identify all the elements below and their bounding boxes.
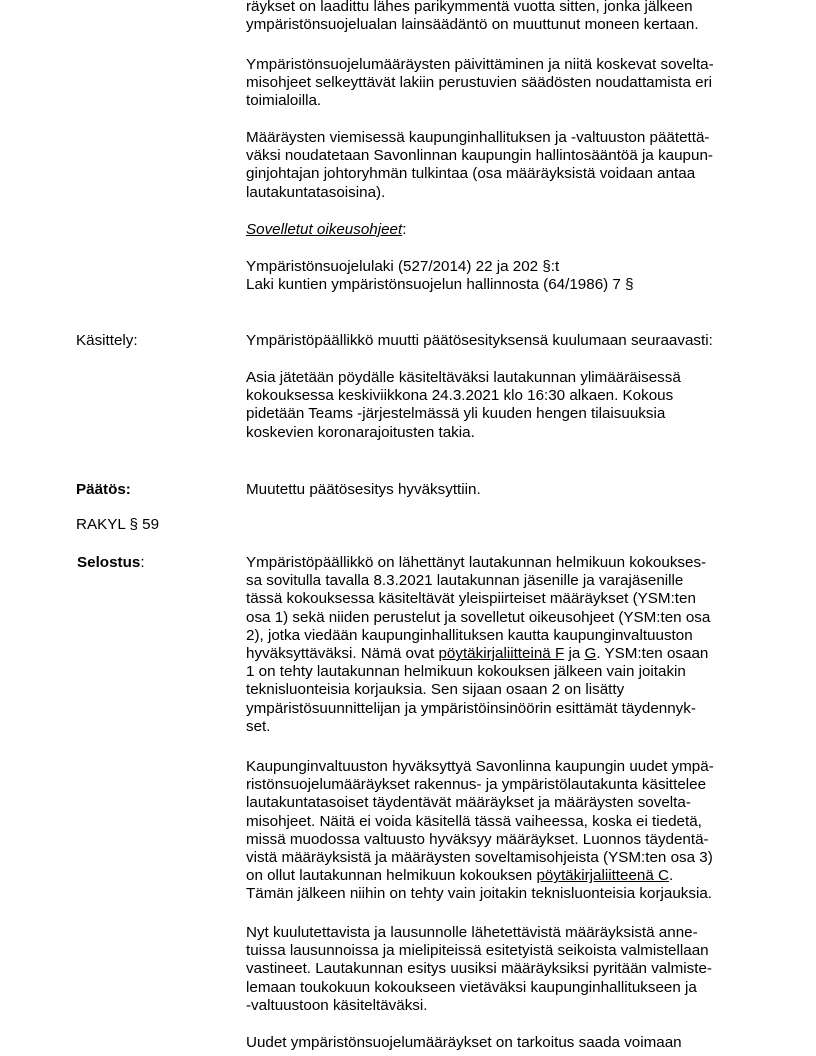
attachment-g-link[interactable]: G [584,645,597,663]
selostus-p1-part-c: . YSM:ten osaan 1 on tehty lautakunnan helmikuun kokouksen jälkeen vain joitakin teknisluonteisia korjauksia. Sen sijaan osaan 2 on lisätty ympäristösuunnittelijan ja ympäristöinsinöörin esittämät täydennyk- set. [246,645,709,735]
paatos-label [76,481,241,499]
attachment-c-link[interactable]: pöytäkirjaliitteenä C [536,867,669,885]
selostus-paragraph-4-text: Uudet ympäristönsuojelumääräykset on tarkoitus saada voimaan [246,1034,682,1051]
selostus-paragraph-1 [246,554,746,736]
intro-paragraph-1 [246,0,746,34]
section-reference [76,516,241,534]
selostus-paragraph-4 [246,1034,746,1052]
section-reference-text: RAKYL § 59 [76,516,160,533]
selostus-label-colon: : [140,554,145,571]
selostus-label [77,554,242,572]
intro-paragraph-2-text: Ympäristönsuojelumääräysten päivittäminen ja niitä koskevat sovelta- misohjeet selkeyttävät lakiin perustuvien säädösten noudattamista eri toimialoilla. [246,56,714,110]
intro-paragraph-3 [246,129,746,202]
selostus-p1-part-b: ja [564,645,585,663]
paatos-decision [246,481,746,499]
kasittely-label [76,332,241,350]
selostus-p2-part-b: . Tämän jälkeen niihin on tehty vain joitakin teknisluonteisia korjauksia. [246,867,713,903]
intro-paragraph-1-text: räykset on laadittu lähes parikymmentä vuotta sitten, jonka jälkeen ympäristönsuojelualan lainsäädäntö on muuttunut moneen kertaan. [246,0,699,34]
legal-heading-colon: : [402,221,407,238]
attachment-f-link[interactable]: pöytäkirjaliitteinä F [438,645,565,663]
paatos-decision-text: Muutettu päätösesitys hyväksyttiin. [246,481,481,498]
selostus-label-text: Selostus [77,554,141,571]
selostus-p2-part-a: Kaupunginvaltuuston hyväksyttyä Savonlinna kaupungin uudet ympä- ristönsuojelumääräykset rakennus- ja ympäristölautakunta käsittelee lautakuntatasoiset täydentävät määräykset ja määräysten sovelta- misohjeet. Näitä ei voida käsitellä tässä vaiheessa, koska ei tiedetä, missä muodossa valtuusto hyväksyy määräykset. Luonnos täydentä- vistä määräyksistä ja määräysten soveltamisohjeista (YSM:ten osa 3) on ollut lautakunnan helmikuun kokouksen [246,758,714,885]
legal-references [246,258,746,294]
paatos-label-text: Päätös: [76,481,131,498]
selostus-paragraph-3-text: Nyt kuulutettavista ja lausunnolle lähetettävistä määräyksistä anne- tuissa lausunnoissa ja mielipiteissä esitetyistä seikoista valmistellaan vastineet. Lautakunnan esitys uusiksi määräyksiksi pyritään valmiste- lemaan toukokuun kokoukseen vietäväksi kaupunginhallitukseen ja -valtuustoon käsiteltäväksi. [246,924,712,1014]
intro-paragraph-2 [246,56,746,111]
intro-paragraph-3-text: Määräysten viemisessä kaupunginhallituksen ja -valtuuston päätettä- väksi noudatetaan Savonlinnan kaupungin hallintosääntöä ja kaupun- ginjohtajan johtoryhmän tulkintaa (osa määräyksistä voidaan antaa lautakuntatasoisina). [246,129,713,201]
kasittely-paragraph-2-text: Asia jätetään pöydälle käsiteltäväksi lautakunnan ylimääräisessä kokouksessa keskiviikkona 24.3.2021 klo 16:30 alkaen. Kokous pidetään Teams -järjestelmässä yli kuuden hengen tilaisuuksia koskevien koronarajoitusten takia. [246,369,681,441]
selostus-paragraph-2 [246,758,746,904]
legal-references-text: Ympäristönsuojelulaki (527/2014) 22 ja 202 §:t Laki kuntien ympäristönsuojelun hallinnosta (64/1986) 7 § [246,258,634,294]
kasittely-paragraph-1-text: Ympäristöpäällikkö muutti päätösesityksensä kuulumaan seuraavasti: [246,332,713,349]
selostus-paragraph-3 [246,924,746,1015]
legal-heading [246,221,746,239]
kasittely-paragraph-1 [246,332,746,350]
kasittely-paragraph-2 [246,369,746,442]
legal-heading-text: Sovelletut oikeusohjeet [246,221,403,238]
selostus-p1-part-a: Ympäristöpäällikkö on lähettänyt lautakunnan helmikuun kokoukses- sa sovitulla tavalla 8.3.2021 lautakunnan jäsenille ja varajäsenille tässä kokouksessa käsiteltävät yleispiirteiset määräykset (YSM:ten osa 1) sekä niiden perustelut ja sovelletut oikeusohjeet (YSM:ten osa 2), jotka viedään kaupunginhallituksen kautta kaupunginvaltuuston hyväksyttäväksi. Nämä ovat [246,554,711,663]
kasittely-label-text: Käsittely: [76,332,138,349]
